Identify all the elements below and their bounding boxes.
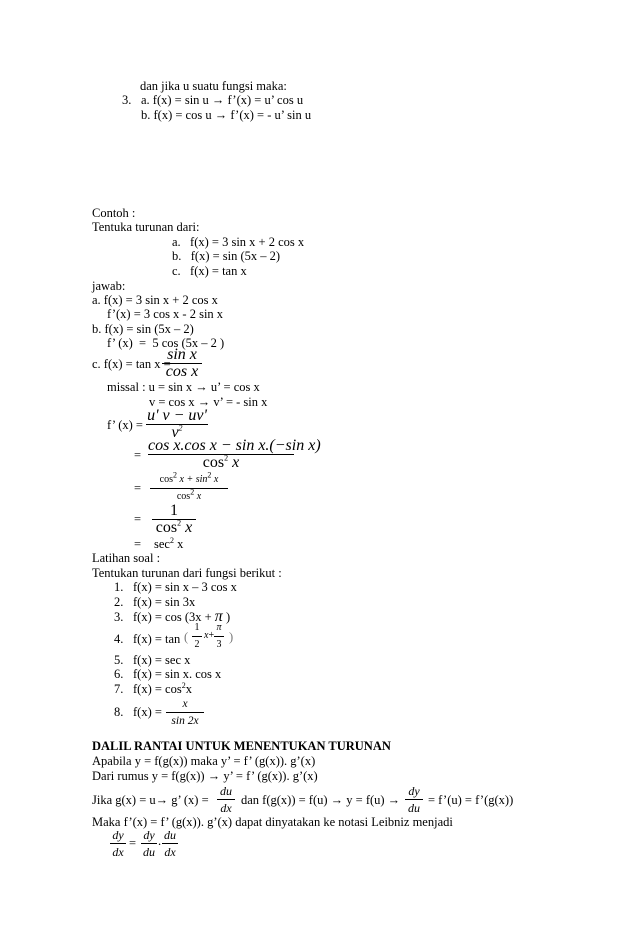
ex-num-5: 5. <box>114 653 124 667</box>
leibniz-du-dx <box>162 828 178 859</box>
sec-result: $\sec^2 x$ <box>154 535 184 551</box>
step3-num-mid: x + sin <box>179 474 208 485</box>
fprime-label: f’ (x) = <box>107 418 143 432</box>
leibniz-dy-dx <box>110 828 126 859</box>
contoh-item-c: c. f(x) = tan x <box>172 264 247 278</box>
exercise-7-text: f(x) = cos <box>133 682 182 696</box>
dalil-line-3c: = f’(u) = f’(g(x)) <box>428 793 514 807</box>
contoh-task: Tentuka turunan dari: <box>92 220 200 234</box>
dalil-line-4: Maka f’(x) = f’ (g(x)). g’(x) dapat dinyatakan ke notasi Leibniz menjadi <box>92 815 453 829</box>
exercise-2: f(x) = sin 3x <box>133 595 196 609</box>
missal-u: missal : u = sin x → u’ = cos x <box>107 380 260 394</box>
step2-fraction: cos x.cos x − sin x.(−sin x) $\cos^2 x$ <box>148 437 321 471</box>
pi-third-fraction <box>214 621 224 652</box>
three-den: 3 <box>216 639 222 650</box>
leibniz-dy: dy <box>112 828 124 842</box>
equals-1: = <box>134 448 142 462</box>
missal-v: v = cos x → v’ = - sin x <box>149 395 268 409</box>
step3-num-x: x <box>213 474 219 485</box>
latihan-title: Latihan soal : <box>92 551 161 565</box>
ex-num-8: 8. <box>114 705 124 719</box>
jawab-title: jawab: <box>92 279 126 293</box>
sec-x: x <box>177 537 184 551</box>
exercise-1: f(x) = sin x – 3 cos x <box>133 580 237 594</box>
contoh-item-a: a. f(x) = 3 sin x + 2 cos x <box>172 235 305 249</box>
ex-num-4: 4. <box>114 632 124 646</box>
exercise-6: f(x) = sin x. cos x <box>133 667 222 681</box>
quotient-denominator: v <box>171 424 179 441</box>
ex-num-2: 2. <box>114 595 124 609</box>
right-paren: ) <box>229 630 234 644</box>
pi-symbol: π <box>214 608 223 625</box>
half-num: 1 <box>194 622 200 633</box>
leibniz-du-2: du <box>164 828 176 842</box>
rule-sin: a. f(x) = sin u → f’(x) = u’ cos u <box>141 93 304 107</box>
ex-num-3: 3. <box>114 610 124 624</box>
leibniz-dy-du <box>141 828 157 859</box>
answer-b-line1: b. f(x) = sin (5x – 2) <box>92 322 194 336</box>
dx-den: dx <box>220 801 232 815</box>
sec-text: sec <box>154 537 170 551</box>
step3-fraction: $\cos^2 x + \sin^2 x$ $\cos^2 x$ <box>150 473 228 504</box>
section-title: DALIL RANTAI UNTUK MENENTUKAN TURUNAN <box>92 739 391 753</box>
tan-fraction <box>162 348 202 379</box>
ex-num-1: 1. <box>114 580 124 594</box>
dalil-line-3a: Jika g(x) = u→ g’ (x) = <box>92 793 209 807</box>
left-paren: ( <box>184 630 189 644</box>
tan-numerator: sin x <box>167 346 197 363</box>
answer-a-line1: a. f(x) = 3 sin x + 2 cos x <box>92 293 218 307</box>
exercise-3-text: f(x) = cos (3x + <box>133 610 212 624</box>
equals-4: = <box>134 537 142 551</box>
exercise-5: f(x) = sec x <box>133 653 191 667</box>
quotient-rule-fraction: u' v − uv' $v^2$ <box>147 407 207 441</box>
step3-den-x: x <box>196 491 202 502</box>
leibniz-du: du <box>143 845 155 859</box>
dy-num: dy <box>408 784 420 798</box>
exercise-4-x <box>204 629 214 643</box>
tan-denominator: cos x <box>165 363 199 380</box>
x-var: x <box>204 630 209 641</box>
leibniz-dy-2: dy <box>143 828 155 842</box>
exercise-4: f(x) = tan <box>133 632 181 646</box>
exercise-7: $f(x) = \cos^2x$ <box>133 680 192 696</box>
leibniz-equals: = <box>129 836 137 850</box>
step3-num-cos: cos <box>159 474 174 485</box>
ex8-numerator: x <box>182 698 188 710</box>
ex-num-6: 6. <box>114 667 124 681</box>
step2-den-cos: cos <box>202 454 225 471</box>
intro-text: dan jika u suatu fungsi maka: <box>140 79 287 93</box>
du-dx-fraction <box>217 784 235 815</box>
ex-num-7: 7. <box>114 682 124 696</box>
du-den: du <box>408 801 420 815</box>
pi-num: π <box>216 622 222 633</box>
dalil-line-1: Apabila y = f(g(x)) maka y’ = f’ (g(x)). g’(x) <box>92 754 316 768</box>
half-fraction <box>192 621 202 652</box>
answer-a-line2: f’(x) = 3 cos x - 2 sin x <box>107 307 224 321</box>
answer-c-line1: c. f(x) = tan x = <box>92 357 171 371</box>
dy-du-fraction <box>405 784 423 815</box>
step4-den-x: x <box>185 519 193 536</box>
dalil-line-3b: dan f(g(x)) = f(u) → y = f(u) → <box>241 793 401 807</box>
step4-numerator: 1 <box>170 502 178 519</box>
equals-3: = <box>134 512 142 526</box>
quotient-numerator: u' v − uv' <box>147 407 207 424</box>
step4-fraction: 1 $\cos^2 x$ <box>152 504 196 535</box>
exercise-7-x: x <box>185 682 192 696</box>
plus-sign: + <box>208 630 215 641</box>
step4-den-cos: cos <box>155 519 178 536</box>
leibniz-dx-2: dx <box>164 845 176 859</box>
latihan-task: Tentukan turunan dari fungsi berikut : <box>92 566 282 580</box>
leibniz-dx: dx <box>112 845 124 859</box>
exercise-8-fraction <box>166 697 204 728</box>
exercise-8: f(x) = <box>133 705 162 719</box>
contoh-item-b: b. f(x) = sin (5x – 2) <box>172 249 281 263</box>
dalil-line-2: Dari rumus y = f(g(x)) → y’ = f’ (g(x)). g’(x) <box>92 769 318 783</box>
exercise-3-close: ) <box>225 610 231 624</box>
answer-b-line2: f’ (x) = 5 cos (5x – 2 ) <box>107 336 225 350</box>
item-number-3: 3. <box>122 93 132 107</box>
contoh-title: Contoh : <box>92 206 136 220</box>
rule-cos: b. f(x) = cos u → f’(x) = - u’ sin u <box>141 108 312 122</box>
leibniz-dot: . <box>158 834 162 848</box>
equals-2: = <box>134 481 142 495</box>
half-den: 2 <box>194 639 200 650</box>
step3-den-cos: cos <box>176 491 191 502</box>
step2-den-x: x <box>232 454 240 471</box>
du-num: du <box>220 784 232 798</box>
step2-numerator: cos x.cos x − sin x.(−sin x) <box>148 437 321 454</box>
ex8-denominator: sin 2x <box>171 715 199 727</box>
